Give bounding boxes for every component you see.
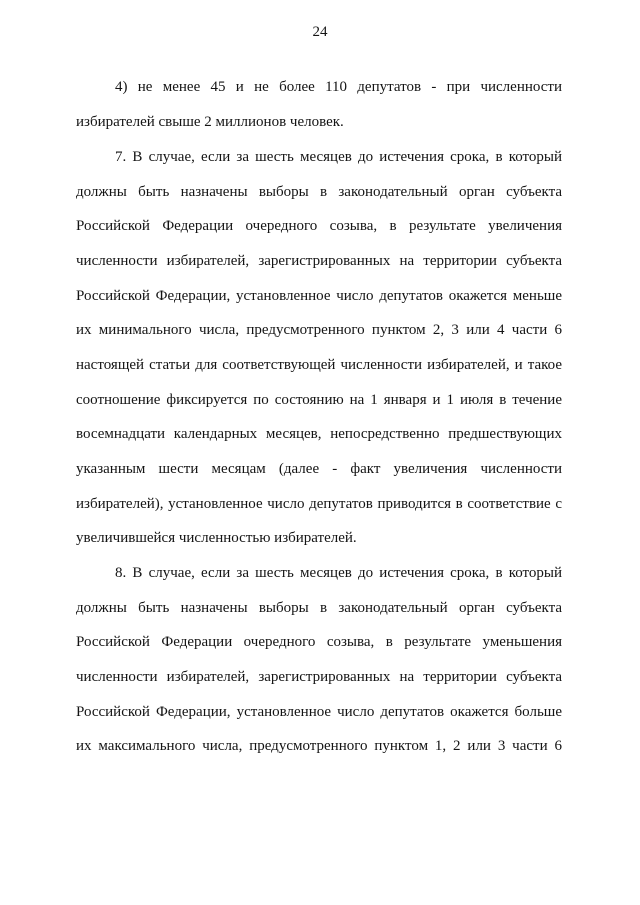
text-line: 4) не менее 45 и не более 110 депутатов - при численности	[115, 79, 562, 95]
text-line: должны быть назначены выборы в законодательный орган субъекта	[76, 184, 562, 200]
text-line: 8. В случае, если за шесть месяцев до истечения срока, в который	[115, 565, 562, 581]
text-line: настоящей статьи для соответствующей численности избирателей, и такое	[76, 357, 562, 373]
text-line: 7. В случае, если за шесть месяцев до истечения срока, в который	[115, 149, 562, 165]
text-line: Российской Федерации очередного созыва, в результате уменьшения	[76, 634, 562, 650]
page-number: 24	[312, 24, 328, 40]
text-line: их минимального числа, предусмотренного пунктом 2, 3 или 4 части 6	[76, 322, 562, 338]
text-line: избирателей), установленное число депутатов приводится в соответствие с	[76, 496, 562, 512]
text-line: численности избирателей, зарегистрированных на территории субъекта	[76, 253, 562, 269]
text-line: их максимального числа, предусмотренного пунктом 1, 2 или 3 части 6	[76, 738, 562, 754]
text-line: Российской Федерации очередного созыва, в результате увеличения	[76, 218, 562, 234]
text-line: избирателей свыше 2 миллионов человек.	[76, 114, 344, 130]
text-line: указанным шести месяцам (далее - факт увеличения численности	[76, 461, 562, 477]
text-line: должны быть назначены выборы в законодательный орган субъекта	[76, 600, 562, 616]
text-line: численности избирателей, зарегистрированных на территории субъекта	[76, 669, 562, 685]
text-line: восемнадцати календарных месяцев, непосредственно предшествующих	[76, 426, 562, 442]
text-line: увеличившейся численностью избирателей.	[76, 530, 357, 546]
text-line: Российской Федерации, установленное число депутатов окажется больше	[76, 704, 562, 720]
text-line: соотношение фиксируется по состоянию на 1 января и 1 июля в течение	[76, 392, 562, 408]
text-line: Российской Федерации, установленное число депутатов окажется меньше	[76, 288, 562, 304]
